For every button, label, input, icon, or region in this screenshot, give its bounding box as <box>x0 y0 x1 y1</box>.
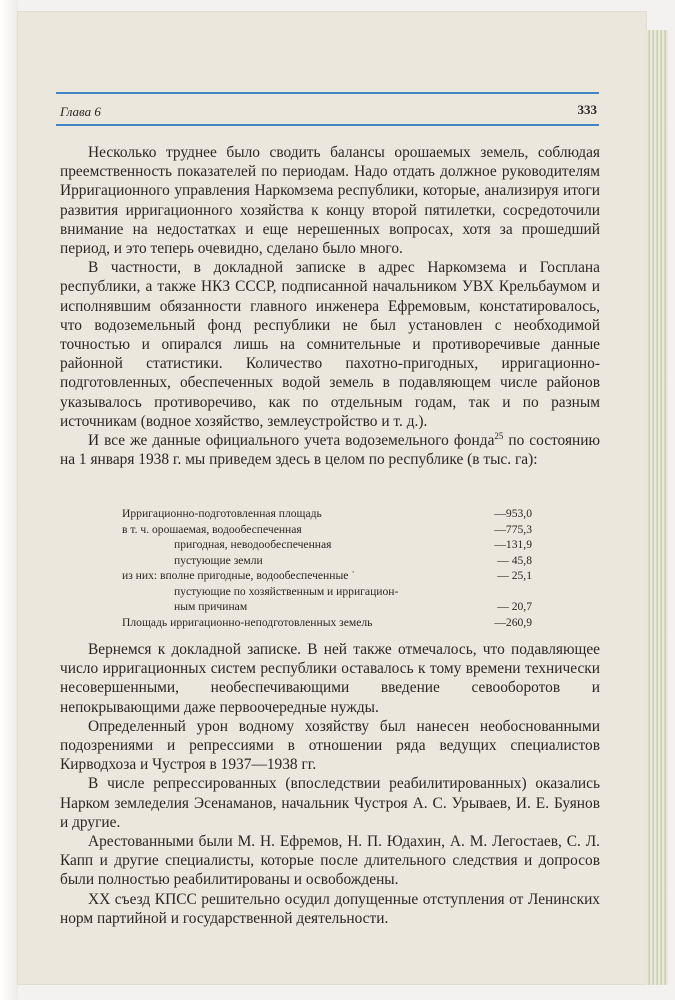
table-row-value: — 45,8 <box>497 553 532 567</box>
table-row-label: Площадь ирригационно-неподготовленных земель <box>122 615 373 629</box>
paragraph: Определенный урон водному хозяйству был нанесен необоснованными подозрениями и репрессиями в отношении ряда ведущих специалистов Кирводхоза и Чустроя в 1937—1938 гг. <box>60 717 600 774</box>
intro-text-after: по состоянию на 1 января 1938 г. мы приведем здесь в целом по республике (в тыс. га): <box>60 432 601 469</box>
land-fund-table <box>122 506 532 630</box>
paragraph: В числе репрессированных (впоследствии реабилитированных) оказались Нарком земледелия Эсенаманов, начальник Чустроя А. С. Урываев, И. Е. Буянов и другие. <box>60 775 600 831</box>
table-row-label: пустующие по хозяйственным и ирригацион- <box>174 584 399 598</box>
chapter-title: Глава 6 <box>60 104 101 119</box>
table-row <box>122 506 532 522</box>
paragraph: XX съезд КПСС решительно осудил допущенные отступления от Ленинских норм партийной и государственной деятельности. <box>60 890 600 927</box>
header-rule-bottom <box>56 124 599 126</box>
intro-text-before: И все же данные официального учета водоземельного фонда <box>88 432 495 450</box>
table-row-label: ным причинам <box>174 600 248 613</box>
table-row <box>122 537 532 553</box>
table-row <box>122 584 532 600</box>
table-row-label: из них: вполне пригодные, водообеспеченные ˙ <box>122 569 356 582</box>
table-row-label: пустующие земли <box>174 553 263 567</box>
table-row-value: — 20,7 <box>497 600 532 613</box>
table-row-value: —260,9 <box>494 615 532 629</box>
table-row-label: пригодная, неводообеспеченная <box>174 538 332 551</box>
paragraph: Арестованными были М. Н. Ефремов, Н. П. Юдахин, А. М. Легостаев, С. Л. Капп и другие специалисты, которые после длительного следствия и допросов были полностью реабилитированы и освобождены. <box>60 833 600 889</box>
table-row-value: —775,3 <box>494 522 532 536</box>
table-row-value: —953,0 <box>494 507 532 520</box>
paragraph-intro-table <box>60 431 600 469</box>
table-row <box>122 568 532 584</box>
body-text-bottom <box>60 640 600 928</box>
paragraph: Вернемся к докладной записке. В ней также отмечалось, что подавляющее число ирригационных систем республики оставалось к тому времени технически несовершенными, необеспечивающими введение севооборотов и непокрывающими даже первоочередные нужды. <box>60 641 600 716</box>
page-number: 333 <box>577 102 597 117</box>
paragraph: Несколько труднее было сводить балансы орошаемых земель, соблюдая преемственность показателей по периодам. Надо отдать должное руководителям Ирригационного управления Наркомзема республики, которые, анализируя итоги развития ирригационного хозяйства к концу второй пятилетки, сосредоточили внимание на недостатках и еще нерешенных вопросах, хотя за прошедший период, и это теперь очевидно, сделано было много. <box>60 144 600 258</box>
table-row <box>122 599 532 615</box>
table-row-label: в т. ч. орошаемая, водообеспеченная <box>122 522 302 536</box>
paragraph: В частности, в докладной записке в адрес Наркомзема и Госплана республики, а также НКЗ СССР, подписанной начальником УВХ Крельбаумом и исполнявшим обязанности главного инженера Ефремовым, констатировалось, что водоземельный фонд республики не был установлен с необходимой точностью и опирался лишь на сомнительные и противоречивые данные районной статистики. Количество пахотно-пригодных, ирригационно-подготовленных, обеспеченных водой земель в подавляющем числе районов указывалось противоречиво, как по отдельным годам, так и по разным источникам (водное хозяйство, землеустройство и т. д.). <box>60 259 600 430</box>
table-row <box>122 522 532 538</box>
body-text-top <box>60 143 600 469</box>
footnote-marker: 25 <box>494 430 504 441</box>
table-row <box>122 615 532 631</box>
page-edges <box>646 30 668 985</box>
book-spine-shadow <box>0 0 18 1000</box>
header-rule-top <box>56 92 599 94</box>
running-header <box>60 100 597 122</box>
table-row-label: Ирригационно-подготовленная площадь <box>122 507 322 520</box>
table-row <box>122 553 532 569</box>
table-row-value: —131,9 <box>494 538 532 551</box>
table-row-value: — 25,1 <box>497 569 532 582</box>
